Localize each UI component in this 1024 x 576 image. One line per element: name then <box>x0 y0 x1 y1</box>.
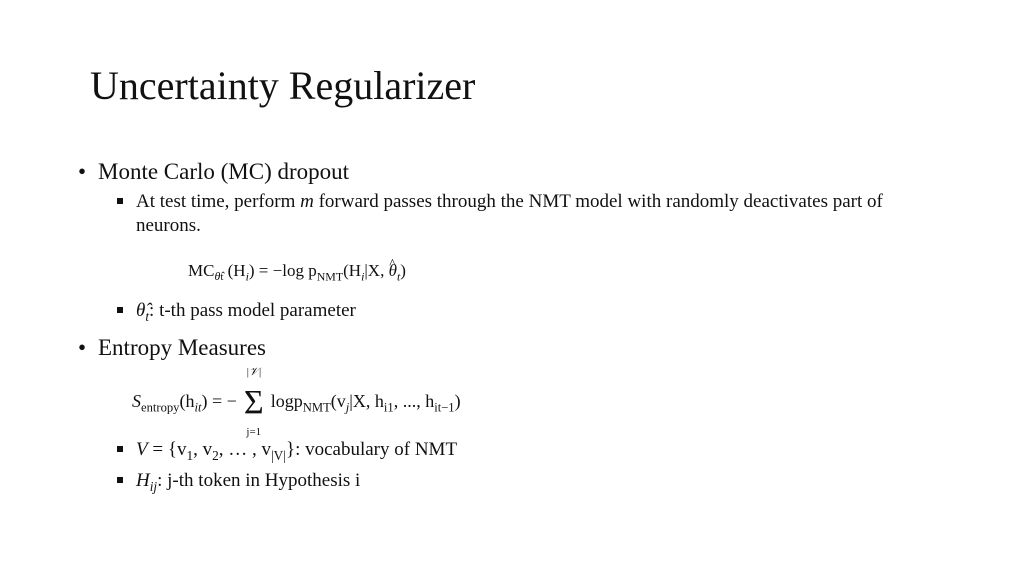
subbullet-text: $\thetâ_t$: t-th pass model parameter <box>136 300 356 324</box>
square-bullet-icon <box>117 198 123 204</box>
slide-title: Uncertainty Regularizer <box>90 63 476 108</box>
square-bullet-icon <box>117 307 123 313</box>
square-bullet-icon <box>117 446 123 452</box>
subbullet-text: $H_{ij}$: j-th token in Hypothesis i <box>136 470 361 494</box>
square-bullet-icon <box>117 477 123 483</box>
entropy-equation: $S_{entropy}(h_{it})$ = − |𝒱| Σ j=1 $\log p_{NMT}(v_j|X$, $h_{i1}$, ..., $h_{it-1}$) <box>132 366 461 438</box>
bullet-text: Monte Carlo (MC) dropout <box>98 159 350 184</box>
bullet-dot-icon: • <box>78 159 87 184</box>
bullet-dot-icon: • <box>78 335 87 360</box>
mc-equation: $MC_{\thetât}$ $(H_i) = -\log$ $p_{NMT}(H_i|X$, ^ $\theta_t$) <box>188 260 406 282</box>
sum-symbol: |𝒱| Σ j=1 <box>243 366 264 438</box>
var-m: m <box>300 191 314 212</box>
subbullet-text: At test time, perform m forward passes through the NMT model with randomly deactivates part of neurons. <box>136 191 883 236</box>
subbullet-text: $V = \{v_1$, $v_2$, … , $v_{|V|}$}: vocabulary of NMT <box>136 439 458 463</box>
bullet-text: Entropy Measures <box>98 335 266 360</box>
